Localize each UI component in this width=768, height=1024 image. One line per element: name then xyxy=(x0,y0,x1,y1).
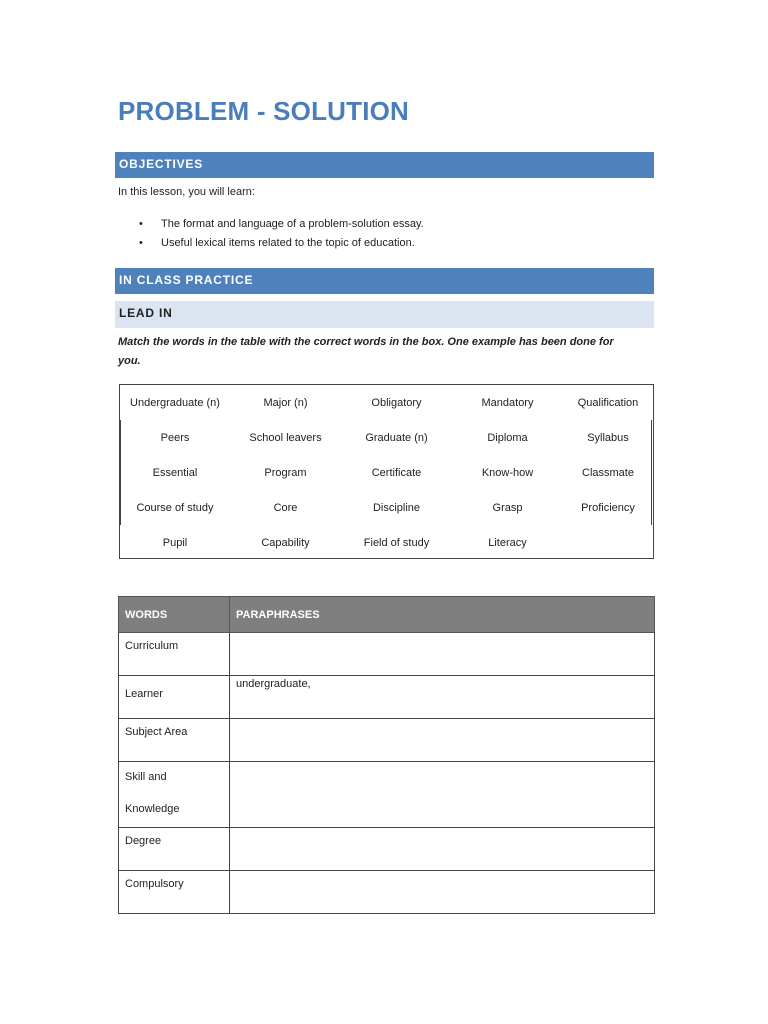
column-header-paraphrases: PARAPHRASES xyxy=(230,597,655,633)
paraphrase-cell[interactable] xyxy=(230,828,655,871)
word-cell: Capability xyxy=(261,536,310,549)
word-cell: Major (n) xyxy=(263,396,308,409)
page-title: PROBLEM - SOLUTION xyxy=(118,96,410,126)
word-row xyxy=(120,525,653,560)
word-cell xyxy=(119,762,230,828)
paraphrase-table xyxy=(118,596,655,914)
word-cell: Graduate (n) xyxy=(365,431,428,444)
word-line: Knowledge xyxy=(125,803,180,815)
word-cell: Qualification xyxy=(577,396,639,409)
table-row xyxy=(119,633,655,676)
word-cell: Classmate xyxy=(582,466,634,479)
word-cell: Essential xyxy=(152,466,198,479)
word-cell: School leavers xyxy=(249,431,322,444)
word-cell: Field of study xyxy=(363,536,430,549)
practice-heading: IN CLASS PRACTICE xyxy=(115,268,654,294)
bullet-icon: • xyxy=(139,218,143,230)
word-cell: Obligatory xyxy=(371,396,422,409)
word-cell: Pupil xyxy=(162,536,188,549)
objective-text: The format and language of a problem-solution essay. xyxy=(161,218,424,230)
word-cell: Syllabus xyxy=(587,431,629,444)
paraphrase-cell[interactable] xyxy=(230,719,655,762)
word-row xyxy=(120,420,653,455)
word-cell: Proficiency xyxy=(581,501,635,514)
objectives-intro: In this lesson, you will learn: xyxy=(118,186,255,198)
word-cell: Discipline xyxy=(372,501,421,514)
table-row xyxy=(119,828,655,871)
word-row xyxy=(120,455,653,490)
word-cell: Curriculum xyxy=(119,633,230,676)
word-grid xyxy=(120,385,653,560)
word-cell: Course of study xyxy=(136,501,214,514)
word-cell: Subject Area xyxy=(119,719,230,762)
word-cell: Know-how xyxy=(481,466,534,479)
word-cell: Program xyxy=(264,466,307,479)
objectives-list xyxy=(139,218,424,256)
lead-in-heading: LEAD IN xyxy=(115,301,654,328)
word-cell: Learner xyxy=(119,676,230,719)
objectives-heading: OBJECTIVES xyxy=(115,152,654,178)
word-cell: Diploma xyxy=(487,431,528,444)
word-cell: Grasp xyxy=(492,501,523,514)
paraphrase-cell[interactable]: undergraduate, xyxy=(230,676,655,719)
word-box xyxy=(119,384,654,559)
paraphrase-cell[interactable] xyxy=(230,633,655,676)
word-cell: Literacy xyxy=(488,536,527,549)
table-row xyxy=(119,719,655,762)
word-cell: Undergraduate (n) xyxy=(130,396,220,409)
table-row xyxy=(119,676,655,719)
table-row xyxy=(119,871,655,914)
objective-item xyxy=(139,218,424,237)
word-row xyxy=(120,490,653,525)
word-cell: Core xyxy=(273,501,298,514)
word-cell: Mandatory xyxy=(481,396,534,409)
word-cell: Compulsory xyxy=(119,871,230,914)
table-row xyxy=(119,762,655,828)
objective-item xyxy=(139,237,424,256)
word-row xyxy=(120,385,653,420)
word-cell: Certificate xyxy=(371,466,422,479)
bullet-icon: • xyxy=(139,237,143,249)
word-cell-lines xyxy=(125,761,223,825)
table-header-row xyxy=(119,597,655,633)
column-header-words: WORDS xyxy=(119,597,230,633)
word-cell: Degree xyxy=(119,828,230,871)
word-cell: Peers xyxy=(160,431,190,444)
lead-in-instruction: Match the words in the table with the correct words in the box. One example has been done for you. xyxy=(118,336,614,367)
paraphrase-cell[interactable] xyxy=(230,871,655,914)
paraphrase-cell[interactable] xyxy=(230,762,655,828)
objective-text: Useful lexical items related to the topic of education. xyxy=(161,237,415,249)
word-line: Skill and xyxy=(125,771,167,783)
